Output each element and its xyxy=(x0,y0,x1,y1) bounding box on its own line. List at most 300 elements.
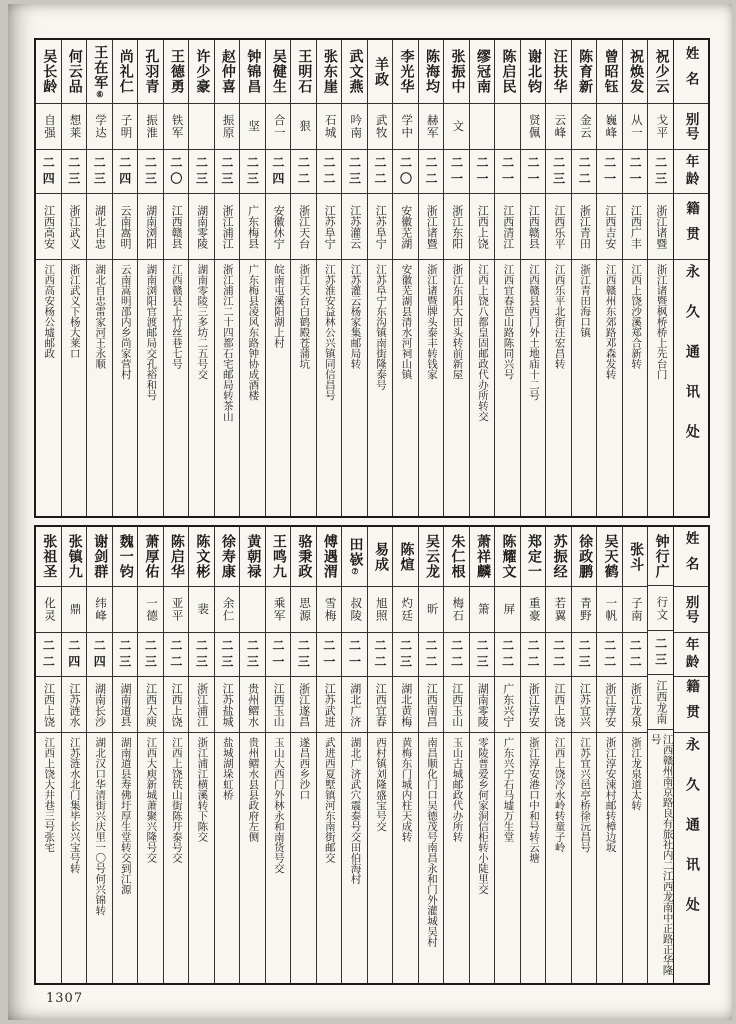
person-column xyxy=(265,527,291,983)
alias-cell xyxy=(546,104,571,150)
page-sheet xyxy=(8,4,732,1020)
person-address: 武进西夏墅镇河东南街邮交 xyxy=(323,737,335,863)
alias-cell xyxy=(62,587,87,633)
person-address: 江苏阜宁东沟镇南街隆泰号 xyxy=(374,264,386,390)
alias-cell xyxy=(164,104,189,150)
person-native-place: 江苏武进 xyxy=(323,682,336,727)
person-native-place: 江苏宜兴 xyxy=(578,682,591,727)
name-cell xyxy=(36,40,61,104)
age-cell xyxy=(113,633,138,677)
person-name: 钟锦昌 xyxy=(245,49,261,94)
name-cell xyxy=(266,40,291,104)
person-alias: 行文 xyxy=(655,595,668,621)
native-place-cell xyxy=(419,194,444,260)
person-name: 谢北钧 xyxy=(526,49,542,94)
person-age: 二四 xyxy=(41,155,56,188)
alias-cell xyxy=(36,587,61,633)
person-alias: 思源 xyxy=(298,597,311,622)
age-cell xyxy=(317,150,342,194)
name-cell xyxy=(546,527,571,587)
person-column xyxy=(571,40,597,516)
person-address: 湖南道县寿佛圩厚生堂转交到江源 xyxy=(119,737,131,895)
person-native-place: 江西吉安 xyxy=(603,204,616,249)
person-name: 徐寿康 xyxy=(219,534,235,579)
alias-cell xyxy=(215,587,240,633)
person-age: 二二 xyxy=(296,155,311,188)
person-native-place: 湖南零陵 xyxy=(195,204,208,249)
person-age: 二一 xyxy=(500,155,515,188)
person-native-place: 安徽芜湖 xyxy=(399,204,412,249)
native-place-cell xyxy=(36,677,61,733)
person-column xyxy=(545,40,571,516)
person-address: 浙江淳安港口中和号转云塘 xyxy=(528,737,540,863)
person-column xyxy=(188,40,214,516)
address-cell xyxy=(470,733,495,983)
person-alias: 梅石 xyxy=(451,597,464,622)
name-cell xyxy=(393,40,418,104)
person-native-place: 浙江浦江 xyxy=(221,204,234,249)
address-cell xyxy=(597,733,622,983)
address-cell xyxy=(240,733,265,983)
address-cell xyxy=(266,260,291,516)
address-cell xyxy=(87,260,112,516)
person-native-place: 贵州鳛水 xyxy=(246,682,259,727)
person-native-place: 广东兴宁 xyxy=(501,682,514,727)
age-cell xyxy=(521,633,546,677)
person-address: 贵州鳛水县县政府左侧 xyxy=(247,737,259,842)
person-column xyxy=(469,40,495,516)
person-age: 二四 xyxy=(270,155,285,188)
native-place-cell xyxy=(87,677,112,733)
native-place-cell xyxy=(444,677,469,733)
header-native-label: 籍贯 xyxy=(684,679,700,730)
person-native-place: 湖北广济 xyxy=(348,682,361,727)
age-cell xyxy=(36,150,61,194)
alias-cell xyxy=(87,104,112,150)
person-address: 零陵普爱乡何家洞信柜转小陡里交 xyxy=(477,737,489,895)
native-place-cell xyxy=(495,194,520,260)
native-place-cell xyxy=(164,677,189,733)
person-age: 二四 xyxy=(117,155,132,188)
age-cell xyxy=(138,633,163,677)
age-cell xyxy=(240,150,265,194)
person-name: 钟行广 xyxy=(653,533,669,579)
address-cell xyxy=(470,260,495,516)
header-column xyxy=(673,527,708,983)
person-column xyxy=(443,40,469,516)
person-address: 湖南零陵三多坊二五号交 xyxy=(196,264,208,380)
person-age: 二三 xyxy=(245,155,260,188)
person-column xyxy=(290,40,316,516)
person-name: 陈耀文 xyxy=(500,534,516,579)
native-place-cell xyxy=(521,194,546,260)
person-age: 二三 xyxy=(92,155,107,188)
alias-cell xyxy=(113,104,138,150)
person-alias: 重豪 xyxy=(527,597,540,622)
person-name: 陈启民 xyxy=(500,49,516,94)
person-age: 二二 xyxy=(500,638,515,671)
person-age: 二二 xyxy=(41,638,56,671)
person-alias: 振淮 xyxy=(145,114,158,139)
person-name: 缪冠南 xyxy=(475,49,491,94)
alias-cell xyxy=(419,587,444,633)
person-column xyxy=(112,527,138,983)
person-native-place: 云南嵩明 xyxy=(119,204,132,249)
person-age: 二一 xyxy=(526,155,541,188)
address-cell xyxy=(215,733,240,983)
age-cell xyxy=(240,633,265,677)
alias-cell xyxy=(317,104,342,150)
age-cell xyxy=(62,150,87,194)
address-cell xyxy=(444,260,469,516)
person-native-place: 湖南零陵 xyxy=(476,682,489,727)
alias-cell xyxy=(648,104,673,150)
alias-cell xyxy=(291,104,316,150)
person-column xyxy=(290,527,316,983)
person-column xyxy=(418,527,444,983)
address-cell xyxy=(342,733,367,983)
native-place-cell xyxy=(342,677,367,733)
person-native-place: 江西上饶 xyxy=(170,682,183,727)
name-cell xyxy=(138,527,163,587)
person-column xyxy=(239,527,265,983)
age-cell xyxy=(266,633,291,677)
person-column xyxy=(392,40,418,516)
person-alias: 贤佩 xyxy=(527,114,540,139)
age-cell xyxy=(87,633,112,677)
address-cell xyxy=(393,260,418,516)
native-place-cell xyxy=(597,677,622,733)
alias-cell xyxy=(62,104,87,150)
age-cell xyxy=(87,150,112,194)
person-alias: 金云 xyxy=(578,114,591,139)
alias-cell xyxy=(138,104,163,150)
person-native-place: 浙江诸暨 xyxy=(654,204,667,249)
person-native-place: 浙江东阳 xyxy=(450,204,463,249)
name-cell xyxy=(189,527,214,587)
name-cell xyxy=(317,527,342,587)
alias-cell xyxy=(36,104,61,150)
native-place-cell xyxy=(342,194,367,260)
person-age: 二一 xyxy=(321,638,336,671)
person-name: 徐政鹏 xyxy=(577,534,593,579)
person-name: 朱仁根 xyxy=(449,534,465,579)
person-age: 二三 xyxy=(219,638,234,671)
person-column xyxy=(469,527,495,983)
person-age: 二〇 xyxy=(168,155,183,188)
person-age: 二四 xyxy=(92,638,107,671)
header-name xyxy=(674,527,708,587)
person-address: 江西赣县上竹丝巷七号 xyxy=(170,264,182,369)
person-alias: 学中 xyxy=(400,114,413,139)
alias-cell xyxy=(240,104,265,150)
alias-cell xyxy=(240,587,265,633)
person-column xyxy=(596,527,622,983)
native-place-cell xyxy=(546,677,571,733)
address-cell xyxy=(189,260,214,516)
person-column xyxy=(367,40,393,516)
person-column xyxy=(494,40,520,516)
header-name-label: 姓名 xyxy=(683,531,699,582)
roster-table-top xyxy=(34,38,710,518)
native-place-cell xyxy=(623,677,648,733)
alias-cell xyxy=(215,104,240,150)
person-native-place: 江西赣县 xyxy=(170,204,183,249)
person-native-place: 浙江诸暨 xyxy=(425,204,438,249)
person-age: 二三 xyxy=(653,636,668,669)
person-column xyxy=(418,40,444,516)
person-native-place: 江西乐平 xyxy=(552,204,565,249)
address-cell xyxy=(597,260,622,516)
age-cell xyxy=(291,150,316,194)
name-cell xyxy=(597,40,622,104)
alias-cell xyxy=(495,104,520,150)
alias-cell xyxy=(317,587,342,633)
header-name xyxy=(674,40,708,104)
header-native-label: 籍贯 xyxy=(684,201,700,252)
person-alias: 赫军 xyxy=(425,114,438,139)
native-place-cell xyxy=(419,677,444,733)
address-cell xyxy=(572,260,597,516)
age-cell xyxy=(495,150,520,194)
person-alias: 子明 xyxy=(119,114,132,139)
age-cell xyxy=(470,633,495,677)
age-cell xyxy=(470,150,495,194)
alias-cell xyxy=(546,587,571,633)
person-name: 陈文彬 xyxy=(194,534,210,579)
person-alias: 子南 xyxy=(629,597,642,622)
alias-cell xyxy=(521,587,546,633)
age-cell xyxy=(597,150,622,194)
address-cell xyxy=(113,733,138,983)
age-cell xyxy=(648,150,673,194)
native-place-cell xyxy=(266,677,291,733)
person-column xyxy=(443,527,469,983)
person-name: 田嵚 xyxy=(347,537,363,567)
person-native-place: 江苏灌云 xyxy=(348,204,361,249)
age-cell xyxy=(138,150,163,194)
person-column xyxy=(622,527,648,983)
address-cell xyxy=(623,733,648,983)
address-cell xyxy=(138,733,163,983)
alias-cell xyxy=(189,587,214,633)
person-alias: 从一 xyxy=(629,114,642,139)
native-place-cell xyxy=(648,675,673,730)
age-cell xyxy=(189,633,214,677)
person-native-place: 江西南昌 xyxy=(425,682,438,727)
person-name: 苏振经 xyxy=(551,534,567,579)
native-place-cell xyxy=(215,194,240,260)
person-name: 吴云龙 xyxy=(423,534,439,579)
person-address: 广东兴宁石马墟万生堂 xyxy=(502,737,514,842)
person-native-place: 湖北黄梅 xyxy=(399,682,412,727)
person-native-place: 江西宜春 xyxy=(374,682,387,727)
person-age: 二二 xyxy=(551,638,566,671)
person-address: 遂昌西乡沙口 xyxy=(298,737,310,800)
person-native-place: 江西上饶 xyxy=(552,682,565,727)
person-native-place: 江西高安 xyxy=(42,204,55,249)
person-age: 二一 xyxy=(602,155,617,188)
person-native-place: 江西上饶 xyxy=(42,682,55,727)
native-place-cell xyxy=(444,194,469,260)
native-place-cell xyxy=(521,677,546,733)
address-cell xyxy=(648,260,673,516)
alias-cell xyxy=(470,104,495,150)
age-cell xyxy=(189,150,214,194)
person-name: 吴长龄 xyxy=(41,49,57,94)
person-column xyxy=(163,527,189,983)
age-cell xyxy=(572,633,597,677)
person-native-place: 江西清江 xyxy=(501,204,514,249)
age-cell xyxy=(444,150,469,194)
person-alias: 想莱 xyxy=(68,114,81,139)
name-cell xyxy=(266,527,291,587)
person-alias: 云峰 xyxy=(553,114,566,139)
person-name: 尚礼仁 xyxy=(117,49,133,94)
person-alias: 裴 xyxy=(196,603,209,616)
directory-content xyxy=(34,38,710,985)
person-address: 浙江诸暨枫桥桥上先台门 xyxy=(655,264,667,380)
name-cell xyxy=(87,40,112,104)
alias-cell xyxy=(266,104,291,150)
person-native-place: 江苏涟水 xyxy=(68,682,81,727)
person-alias: 文 xyxy=(451,120,464,133)
alias-cell xyxy=(342,587,367,633)
native-place-cell xyxy=(470,677,495,733)
person-native-place: 浙江淳安 xyxy=(527,682,540,727)
person-name: 李光华 xyxy=(398,49,414,94)
person-age: 二二 xyxy=(423,155,438,188)
person-name: 许少豪 xyxy=(194,49,210,94)
native-place-cell xyxy=(62,677,87,733)
person-column xyxy=(214,527,240,983)
person-address: 浙江诸暨牌头泰丰转钱家 xyxy=(425,264,437,380)
name-cell xyxy=(623,527,648,587)
person-address: 湖北自忠雷家河王永顺 xyxy=(94,264,106,369)
name-cell xyxy=(317,40,342,104)
person-column xyxy=(392,527,418,983)
person-alias: 昕 xyxy=(425,603,438,616)
name-cell xyxy=(444,527,469,587)
name-cell xyxy=(495,40,520,104)
address-cell xyxy=(521,733,546,983)
alias-cell xyxy=(572,587,597,633)
person-age: 二二 xyxy=(602,638,617,671)
person-address: 浙江天台白鹤殿苍蒲坑 xyxy=(298,264,310,369)
person-name: 魏一钧 xyxy=(117,534,133,579)
person-address: 玉山大西门外林永和南货号交 xyxy=(272,737,284,874)
person-age: 二二 xyxy=(526,638,541,671)
person-name: 傅遇渭 xyxy=(321,534,337,579)
address-cell xyxy=(62,733,87,983)
age-cell xyxy=(444,633,469,677)
name-cell xyxy=(623,40,648,104)
age-cell xyxy=(623,633,648,677)
name-cell xyxy=(291,40,316,104)
age-cell xyxy=(215,150,240,194)
address-cell xyxy=(291,260,316,516)
person-alias: 振原 xyxy=(221,114,234,139)
native-place-cell xyxy=(36,194,61,260)
person-age: 二三 xyxy=(296,638,311,671)
age-cell xyxy=(393,633,418,677)
native-place-cell xyxy=(113,677,138,733)
alias-cell xyxy=(623,587,648,633)
person-alias: 旭照 xyxy=(374,597,387,622)
person-column xyxy=(214,40,240,516)
age-cell xyxy=(419,150,444,194)
person-native-place: 浙江遂昌 xyxy=(297,682,310,727)
person-age: 二三 xyxy=(245,638,260,671)
person-column xyxy=(520,527,546,983)
person-native-place: 湖南浏阳 xyxy=(144,204,157,249)
person-age: 二三 xyxy=(194,155,209,188)
person-alias: 自强 xyxy=(43,114,55,139)
alias-cell xyxy=(648,586,673,631)
person-age: 二二 xyxy=(372,638,387,671)
person-column xyxy=(520,40,546,516)
name-cell xyxy=(87,527,112,587)
person-age: 二二 xyxy=(372,155,387,188)
age-cell xyxy=(368,150,393,194)
header-native xyxy=(674,194,708,260)
person-alias: 屏 xyxy=(502,603,515,616)
person-column xyxy=(571,527,597,983)
age-cell xyxy=(623,150,648,194)
native-place-cell xyxy=(572,677,597,733)
person-address: 浙江武义下杨大莱口 xyxy=(68,264,80,359)
person-age: 二三 xyxy=(577,638,592,671)
person-address: 湖南浏阳官渡邮局交孔裕和号 xyxy=(145,264,157,401)
address-cell xyxy=(495,260,520,516)
person-alias: 若翼 xyxy=(553,597,566,622)
person-name: 张祖圣 xyxy=(41,534,57,579)
person-alias: 学达 xyxy=(94,114,107,139)
header-native xyxy=(674,677,708,733)
person-alias: 巍峰 xyxy=(604,114,617,139)
person-name: 萧祥麟 xyxy=(475,534,491,579)
person-address: 江西高安杨公墟邮政 xyxy=(43,264,55,359)
person-name: 王鸣九 xyxy=(270,534,286,579)
person-age: 二三 xyxy=(194,638,209,671)
age-cell xyxy=(495,633,520,677)
header-age-label: 年龄 xyxy=(683,637,699,672)
name-cell xyxy=(342,40,367,104)
alias-cell xyxy=(495,587,520,633)
person-address: 浙江浦江二十四都石宅邮局转茶山 xyxy=(221,264,233,422)
age-cell xyxy=(648,631,673,674)
alias-cell xyxy=(444,587,469,633)
person-name: 王德勇 xyxy=(168,49,184,94)
person-age: 二四 xyxy=(66,638,81,671)
age-cell xyxy=(342,150,367,194)
person-address: 广东梅县凌风东路钟协成酒楼 xyxy=(247,264,259,401)
age-cell xyxy=(546,633,571,677)
person-alias: 一德 xyxy=(145,597,158,622)
person-column xyxy=(61,527,87,983)
header-age xyxy=(674,633,708,677)
person-address: 湖北广济武穴震泰号交田伯海村 xyxy=(349,737,361,884)
name-cell xyxy=(215,40,240,104)
person-alias: 狠 xyxy=(298,120,311,133)
age-cell xyxy=(215,633,240,677)
person-age: 二〇 xyxy=(398,155,413,188)
native-place-cell xyxy=(317,677,342,733)
person-alias: 灼廷 xyxy=(400,597,413,622)
person-native-place: 江西广丰 xyxy=(629,204,642,249)
person-name: 陈煊 xyxy=(398,541,414,572)
person-alias: 坚 xyxy=(247,120,260,133)
